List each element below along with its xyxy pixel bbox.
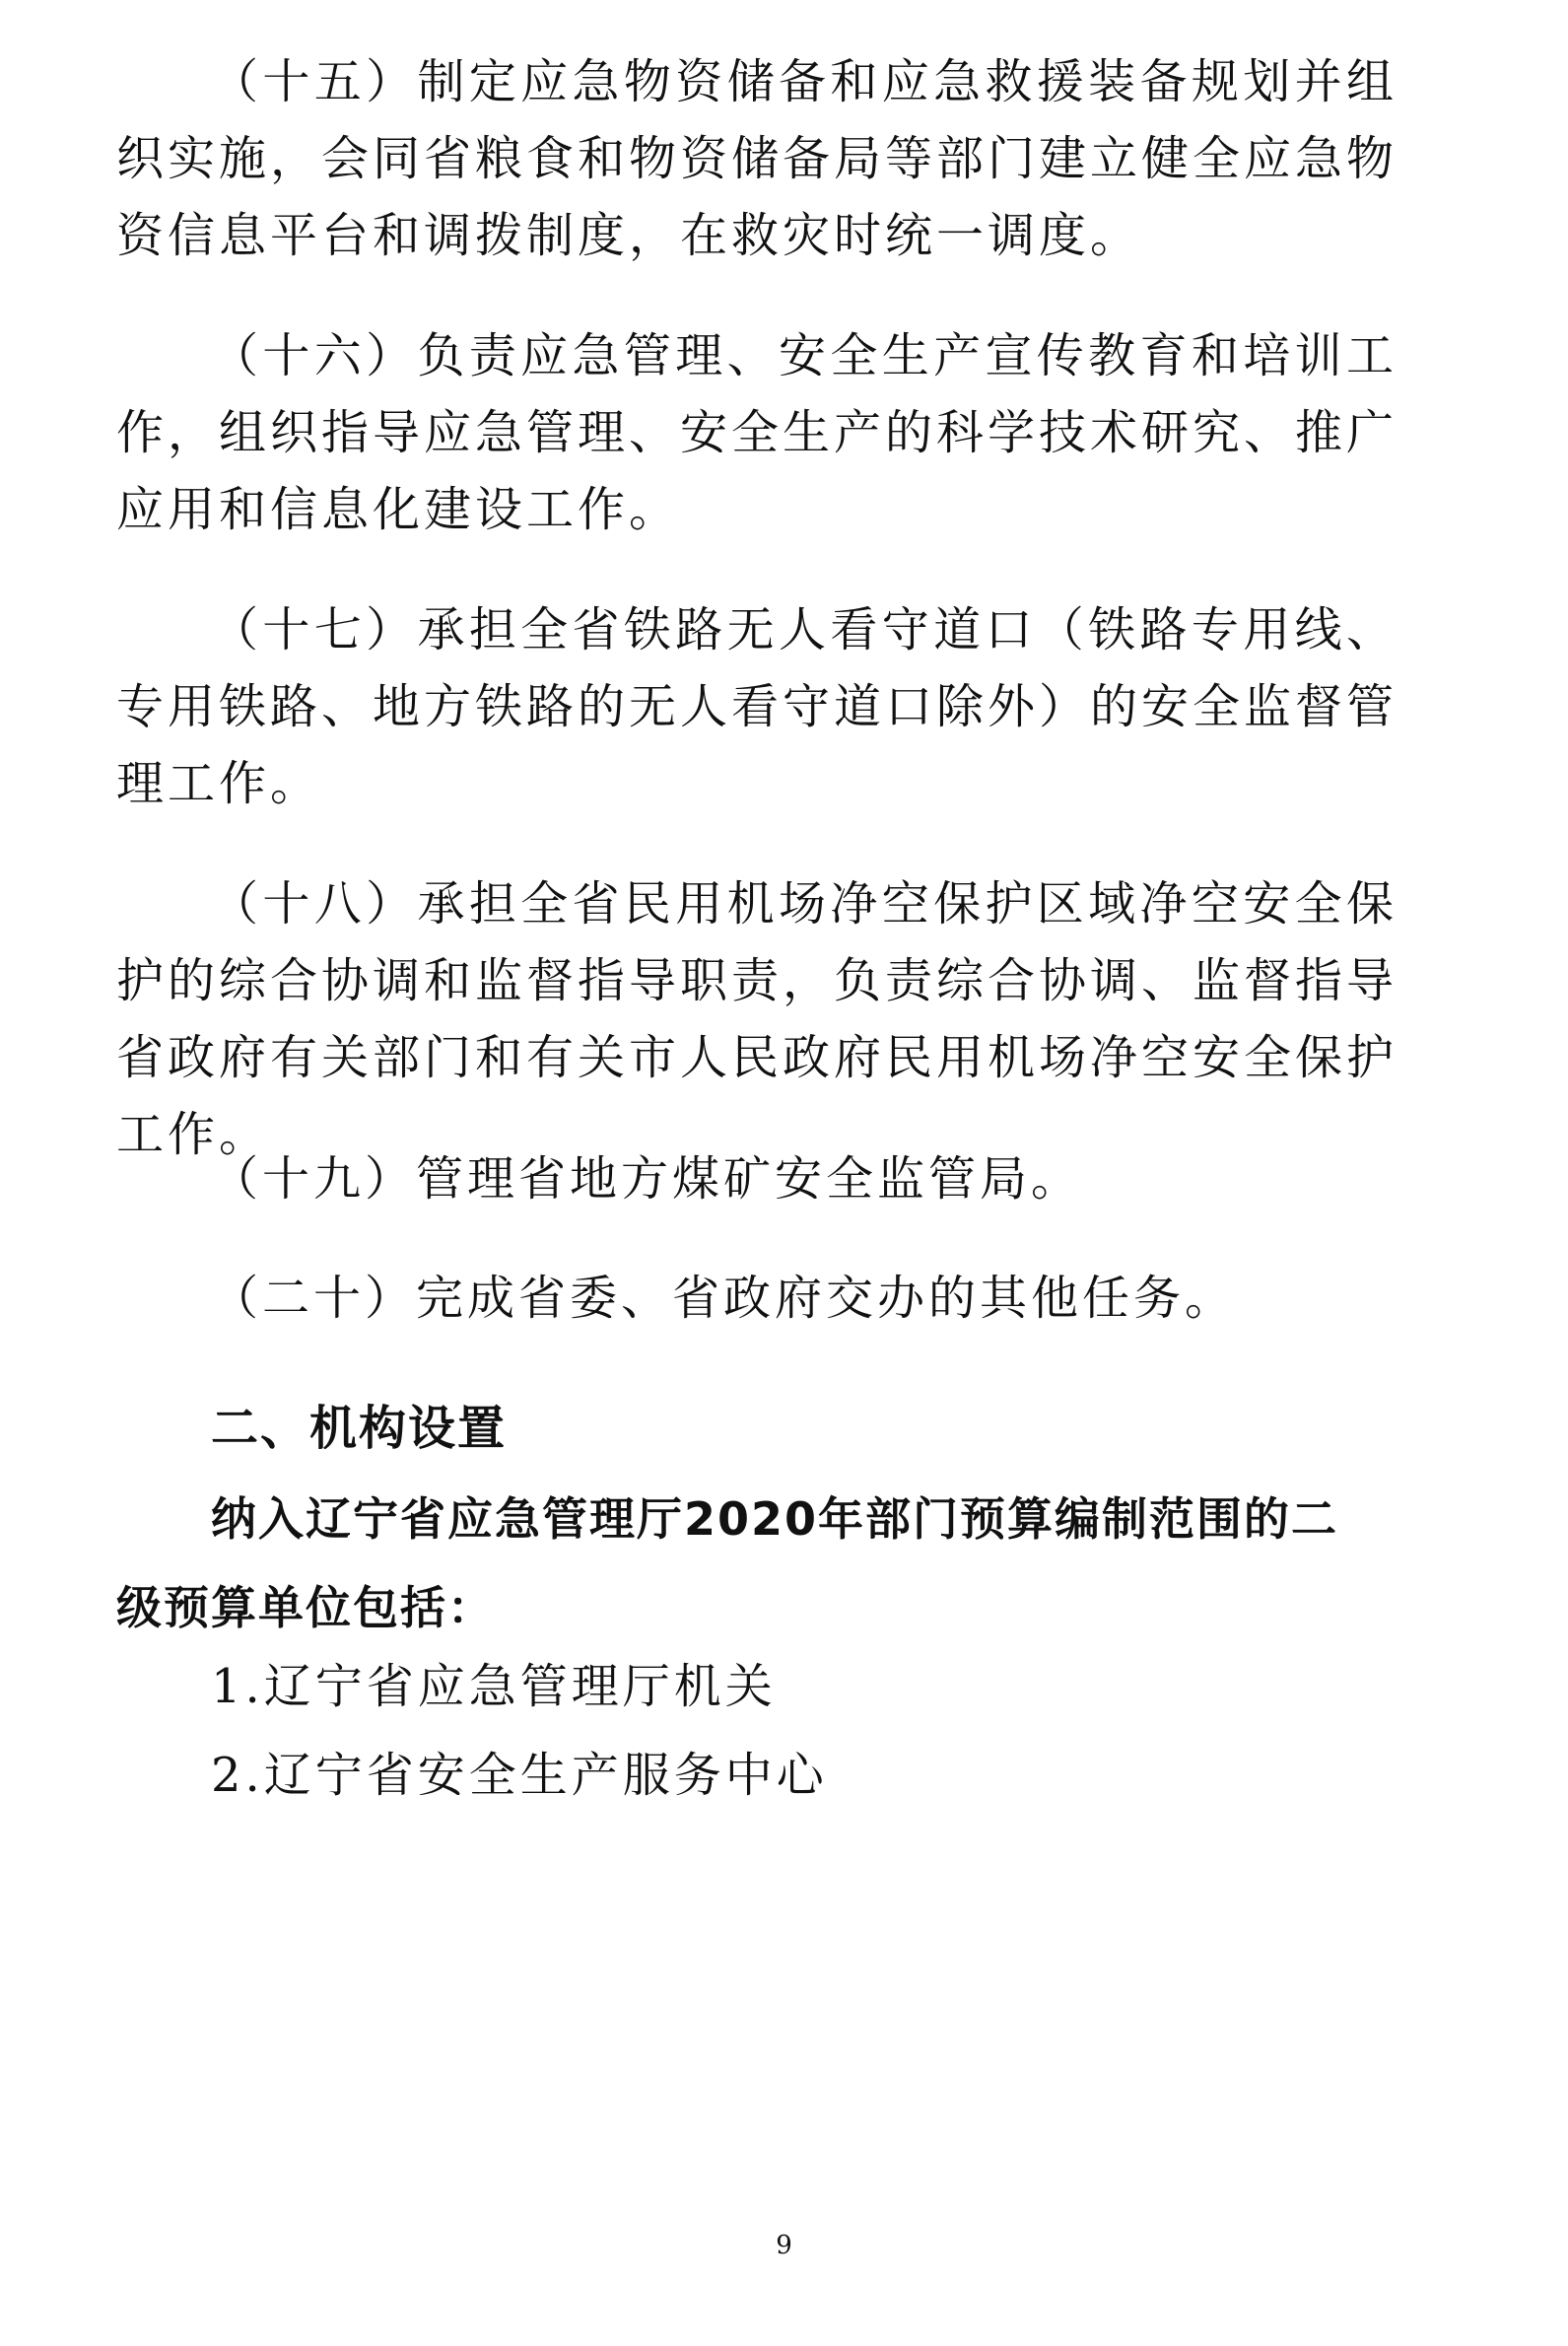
paragraph-item-16: （十六）负责应急管理、安全生产宣传教育和培训工作，组织指导应急管理、安全生产的科学技术研究、推广应用和信息化建设工作。 [116,328,1398,537]
paragraph-item-15: （十五）制定应急物资储备和应急救援装备规划并组织实施，会同省粮食和物资储备局等部门建立健全应急物资信息平台和调拨制度，在救灾时统一调度。 [116,54,1398,263]
paragraph-item-18: （十八）承担全省民用机场净空保护区域净空安全保护的综合协调和监督指导职责，负责综合协调、监督指导省政府有关部门和有关市人民政府民用机场净空安全保护工作。 [116,876,1398,1162]
page-number: 9 [776,2231,792,2260]
section-intro: 纳入辽宁省应急管理厅2020年部门预算编制范围的二级预算单位包括： [116,1492,1339,1634]
list-item: 2.辽宁省安全生产服务中心 [211,1748,828,1803]
paragraph-item-19: （十九）管理省地方煤矿安全监管局。 [211,1151,1083,1207]
paragraph-item-20: （二十）完成省委、省政府交办的其他任务。 [211,1271,1237,1326]
list-item: 1.辽宁省应急管理厅机关 [211,1659,777,1714]
section-heading: 二、机构设置 [211,1401,508,1456]
paragraph-item-17: （十七）承担全省铁路无人看守道口（铁路专用线、专用铁路、地方铁路的无人看守道口除外）的安全监督管理工作。 [116,602,1398,811]
